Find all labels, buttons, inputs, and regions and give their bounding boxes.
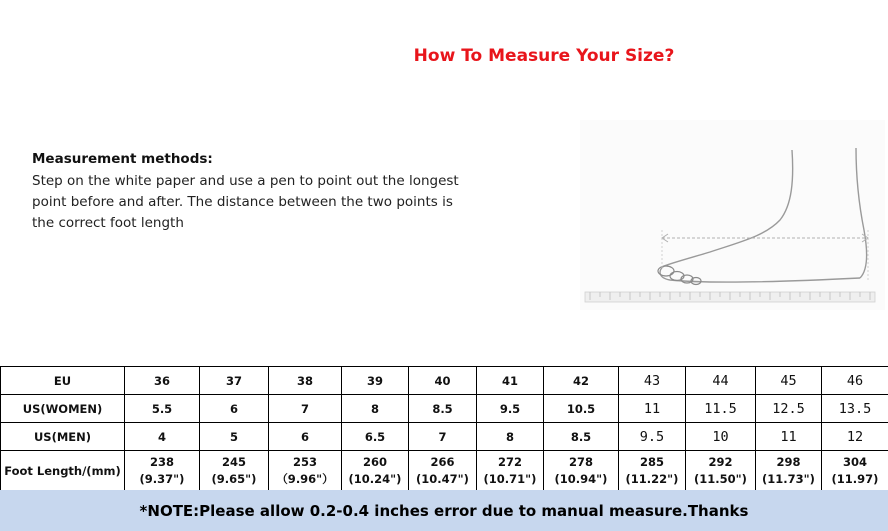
foot-length-row [1, 451, 888, 492]
table-cell: 44 [686, 367, 756, 395]
table-cell: 36 [125, 367, 200, 395]
table-cell [756, 451, 822, 492]
table-cell [200, 451, 269, 492]
table-cell [269, 451, 342, 492]
us-men-row [1, 423, 888, 451]
table-cell: 8.5 [409, 395, 477, 423]
length-mm: 292 [708, 455, 733, 469]
note-text: *NOTE:Please allow 0.2-0.4 inches error due to manual measure.Thanks [139, 501, 749, 520]
table-cell: 7 [409, 423, 477, 451]
table-cell: 6 [200, 395, 269, 423]
table-cell: 8 [342, 395, 409, 423]
row-label-eu: EU [1, 367, 125, 395]
table-cell: 6.5 [342, 423, 409, 451]
instruction-line: the correct foot length [32, 215, 184, 231]
table-cell [477, 451, 544, 492]
table-cell: 13.5 [822, 395, 888, 423]
length-inches: （9.96"） [276, 472, 334, 486]
table-cell: 43 [619, 367, 686, 395]
measurement-heading: Measurement methods: [32, 151, 213, 167]
row-label-foot-length: Foot Length/(mm) [1, 451, 125, 492]
page-title: How To Measure Your Size? [413, 46, 675, 66]
length-mm: 278 [568, 455, 593, 469]
note-banner [0, 490, 888, 531]
length-inches: (11.22") [625, 472, 679, 486]
table-cell: 8 [477, 423, 544, 451]
table-cell: 40 [409, 367, 477, 395]
length-inches: (11.73") [762, 472, 815, 486]
table-cell: 6 [269, 423, 342, 451]
table-cell: 37 [200, 367, 269, 395]
instruction-line: Step on the white paper and use a pen to point out the longest [32, 173, 459, 189]
length-inches: (10.24") [348, 472, 402, 486]
length-inches: (10.94") [554, 472, 608, 486]
length-mm: 260 [362, 455, 387, 469]
table-cell: 12.5 [756, 395, 822, 423]
length-mm: 245 [221, 455, 246, 469]
length-inches: (10.47") [416, 472, 469, 486]
table-cell: 10 [686, 423, 756, 451]
table-cell [342, 451, 409, 492]
table-cell [686, 451, 756, 492]
table-cell: 11 [619, 395, 686, 423]
row-label-us-men: US(MEN) [1, 423, 125, 451]
table-cell: 9.5 [477, 395, 544, 423]
table-cell: 41 [477, 367, 544, 395]
table-cell: 38 [269, 367, 342, 395]
table-cell: 4 [125, 423, 200, 451]
table-cell [822, 451, 888, 492]
table-cell: 7 [269, 395, 342, 423]
length-inches: (9.37") [139, 472, 185, 486]
table-cell: 11.5 [686, 395, 756, 423]
measurement-methods [32, 151, 502, 234]
table-cell: 12 [822, 423, 888, 451]
size-chart-table [0, 366, 888, 492]
table-cell: 5.5 [125, 395, 200, 423]
length-mm: 266 [430, 455, 455, 469]
length-mm: 285 [639, 455, 664, 469]
table-cell [125, 451, 200, 492]
length-inches: (9.65") [211, 472, 257, 486]
foot-measurement-illustration [580, 120, 885, 310]
length-mm: 298 [776, 455, 801, 469]
table-cell: 39 [342, 367, 409, 395]
row-label-us-women: US(WOMEN) [1, 395, 125, 423]
length-mm: 304 [842, 455, 867, 469]
measurement-instructions [32, 171, 502, 234]
table-cell: 45 [756, 367, 822, 395]
table-cell: 46 [822, 367, 888, 395]
table-cell: 42 [544, 367, 619, 395]
table-cell: 9.5 [619, 423, 686, 451]
table-cell: 11 [756, 423, 822, 451]
table-cell: 5 [200, 423, 269, 451]
instruction-line: point before and after. The distance between the two points is [32, 194, 453, 210]
length-mm: 272 [497, 455, 522, 469]
table-cell [409, 451, 477, 492]
length-mm: 238 [149, 455, 174, 469]
table-cell: 8.5 [544, 423, 619, 451]
eu-row [1, 367, 888, 395]
length-mm: 253 [292, 455, 317, 469]
table-cell [619, 451, 686, 492]
table-cell [544, 451, 619, 492]
table-cell: 10.5 [544, 395, 619, 423]
length-inches: (10.71") [483, 472, 537, 486]
length-inches: (11.50") [694, 472, 747, 486]
length-inches: (11.97) [831, 472, 879, 486]
us-women-row [1, 395, 888, 423]
